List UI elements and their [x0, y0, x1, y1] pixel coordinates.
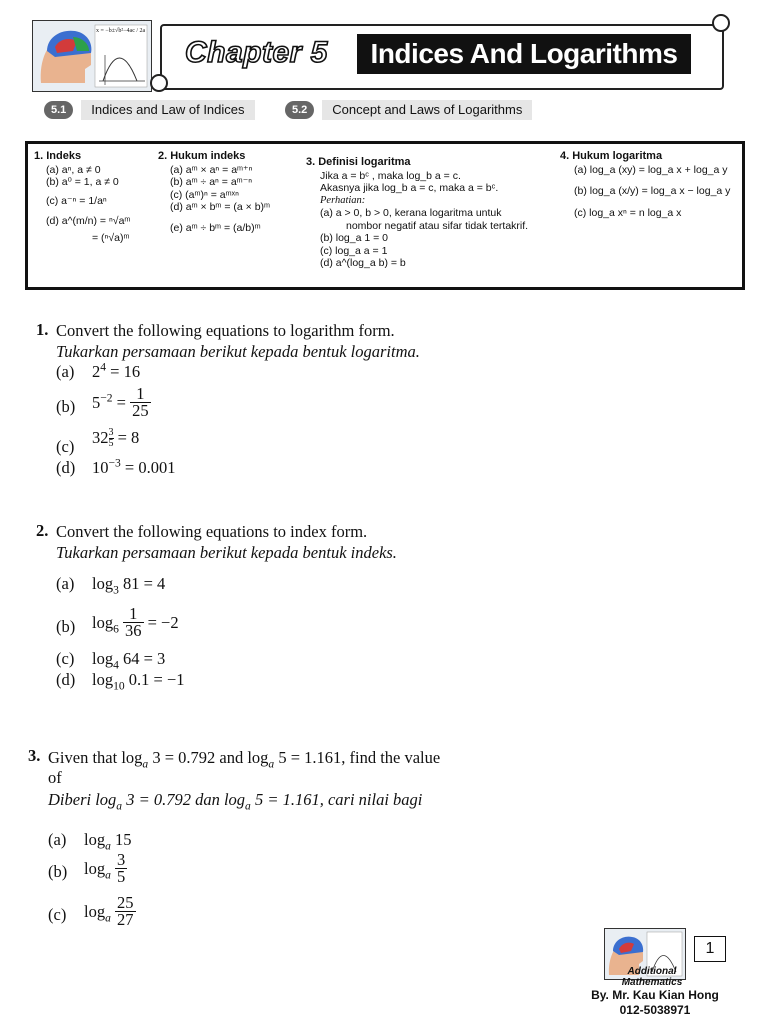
q2-part-a-expr: $\log_3 81 = 4$: [92, 574, 166, 597]
author-phone: 012-5038971: [619, 1003, 691, 1017]
question-2-malay: Tukarkan persamaan berikut kepada bentuk indeks.: [56, 543, 397, 562]
chapter-label: Chapter 5: [185, 36, 328, 69]
question-3-malay: Diberi $\log_a 3 = 0.792$ dan $\log_a 5 = 1.161$, cari nilai bagi: [48, 790, 423, 813]
section-5-1: [44, 98, 255, 120]
column-heading: 1. Indeks: [34, 150, 82, 162]
formula-line: (b) log_a 1 = 0: [320, 232, 389, 244]
question-2-text: Convert the following equations to index form.: [56, 522, 368, 541]
section-label: Indices and Law of Indices: [81, 100, 254, 120]
page-number: 1: [694, 936, 726, 962]
definisi-logaritma-column: [306, 156, 528, 270]
q2-part-b-label: (b): [56, 617, 76, 636]
scroll-curl-icon: [712, 14, 730, 32]
formula-line: (e) aᵐ ÷ bᵐ = (a/b)ᵐ: [170, 221, 261, 234]
formula-line: (b) aᵐ ÷ aⁿ = aᵐ⁻ⁿ: [170, 176, 253, 188]
formula-line: (b) log_a (x/y) = log_a x − log_a y: [574, 185, 731, 197]
q1-part-c-expr: 32 $\frac{3}{5}$ = 8: [92, 427, 140, 449]
formula-line: (c) log_a xⁿ = n log_a x: [574, 206, 682, 219]
section-label: Concept and Laws of Logarithms: [322, 100, 532, 120]
logo-formula: x = −b±√b²−4ac / 2a: [96, 28, 146, 34]
formula-line: (b) a⁰ = 1, a ≠ 0: [46, 176, 119, 188]
formula-line: Akasnya jika log_b a = c, maka a = bᶜ.: [320, 182, 499, 194]
column-heading: 2. Hukum indeks: [158, 150, 246, 162]
formula-line: (a) aⁿ, a ≠ 0: [46, 163, 101, 176]
q3-part-a-label: (a): [48, 830, 67, 849]
formula-line: (d) aᵐ × bᵐ = (a × b)ᵐ: [170, 201, 271, 213]
q1-part-d-label: (d): [56, 458, 76, 477]
q1-part-c-label: (c): [56, 437, 75, 456]
q1-part-a-expr: $2^4 = 16$: [92, 361, 141, 381]
q2-part-c-expr: $\log_4 64 = 3$: [92, 649, 166, 672]
formula-line: (d) a^(m/n) = ⁿ√aᵐ: [46, 215, 131, 227]
scroll-curl-icon: [150, 74, 168, 92]
question-1-malay: Tukarkan persamaan berikut kepada bentuk logaritma.: [56, 342, 420, 361]
formula-line: (c) (aᵐ)ⁿ = aᵐˣⁿ: [170, 188, 239, 201]
q2-part-c-label: (c): [56, 649, 75, 668]
q1-part-d-expr: $10^{-3} = 0.001$: [92, 457, 176, 477]
q3-part-a-expr: $\log_a 15$: [84, 830, 132, 853]
formula-line: Perhatian:: [320, 194, 366, 206]
hukum-indeks-column: [158, 150, 270, 234]
formula-line: (d) a^(log_a b) = b: [320, 257, 406, 269]
formula-line: (a) a > 0, b > 0, kerana logaritma untuk: [320, 207, 502, 219]
formula-line: (a) log_a (xy) = log_a x + log_a y: [574, 163, 728, 176]
q2-part-d-label: (d): [56, 670, 76, 689]
formula-summary-box: [25, 141, 745, 290]
formula-line: (c) log_a a = 1: [320, 244, 388, 257]
question-3-text: Given that $\log_a 3 = 0.792$ and $\log_a 5 = 1.161$, find the value of: [48, 748, 441, 787]
indeks-column: [34, 150, 130, 244]
author-name: By. Mr. Kau Kian Hong: [591, 988, 719, 1002]
brand-text: Additional Mathematics: [621, 966, 683, 988]
section-badge: 5.1: [44, 101, 73, 119]
formula-line: (a) aᵐ × aⁿ = aᵐ⁺ⁿ: [170, 163, 253, 176]
q3-part-b-expr: $\log_a$ $\frac{3}{5}$: [84, 850, 126, 886]
column-heading: 3. Definisi logaritma: [306, 156, 411, 168]
author-credit: [560, 988, 750, 1018]
formula-line: = (ⁿ√a)ᵐ: [92, 231, 130, 244]
q3-part-c-expr: $\log_a$ $\frac{25}{27}$: [84, 893, 134, 929]
q2-part-d-expr: $\log_{10} 0.1 = -1$: [92, 670, 185, 693]
question-1-number: 1.: [36, 320, 49, 339]
formula-line: nombor negatif atau sifar tidak tertakrif.: [346, 219, 529, 232]
q3-part-c-label: (c): [48, 905, 67, 924]
question-1-text: Convert the following equations to logarithm form.: [56, 321, 395, 340]
section-5-2: [285, 98, 532, 120]
q1-part-b-label: (b): [56, 397, 76, 416]
column-heading: 4. Hukum logaritma: [560, 150, 663, 162]
formula-line: (c) a⁻ⁿ = 1/aⁿ: [46, 194, 107, 207]
q3-part-b-label: (b): [48, 862, 68, 881]
formula-line: Jika a = bᶜ , maka log_b a = c.: [320, 169, 461, 182]
section-badge: 5.2: [285, 101, 314, 119]
q1-part-b-expr: $5^{-2}$ = $\frac{1}{25}$: [92, 384, 149, 420]
q2-part-a-label: (a): [56, 574, 75, 593]
question-2-number: 2.: [36, 521, 49, 540]
hukum-logaritma-column: [560, 150, 730, 219]
q1-part-a-label: (a): [56, 362, 75, 381]
page-title: Indices And Logarithms: [357, 34, 691, 74]
q2-part-b-expr: $\log_6$ $\frac{1}{36}$ = −2: [92, 604, 179, 640]
question-3-number: 3.: [28, 746, 41, 765]
